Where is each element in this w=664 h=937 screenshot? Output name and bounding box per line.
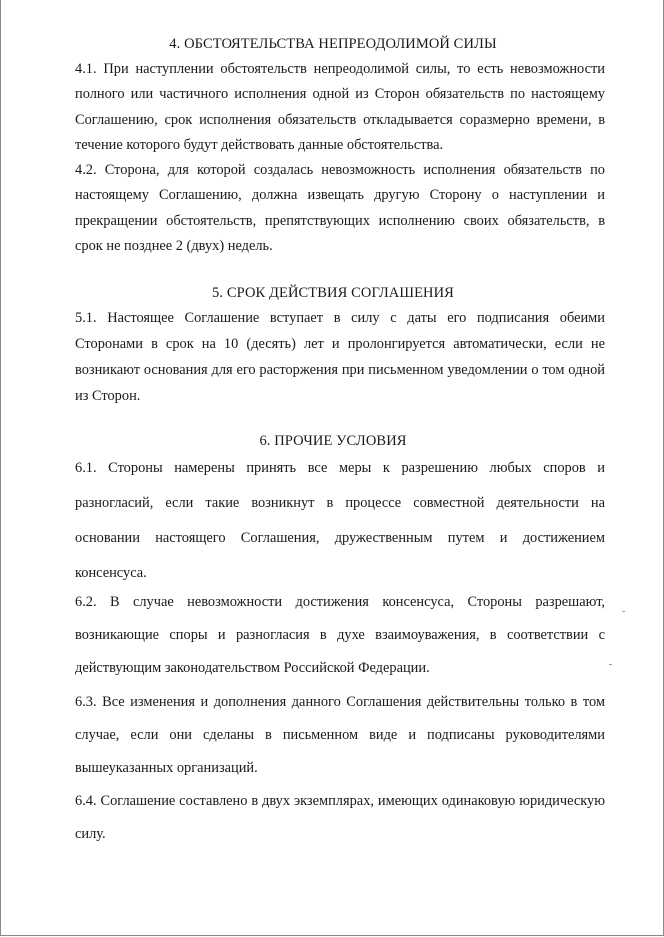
paragraph-6-4: 6.4. Соглашение составлено в двух экземплярах, имеющих одинаковую юридическую силу. — [75, 793, 605, 842]
paragraph-6-2: 6.2. В случае невозможности достижения консенсуса, Стороны разрешают, возникающие споры и разногласия в духе взаимоуважения, в соответствии с действующим законодательством Российской Федерации. — [75, 594, 605, 676]
paragraph-4-2: 4.2. Сторона, для которой создалась невозможность исполнения обязательств по настоящему Соглашению, должна извещать другую Сторону о наступлении и прекращении обстоятельств, препятствующих исполнению своих обязательств, в срок не позднее 2 (двух) недель. — [75, 162, 605, 254]
paragraph-4-1: 4.1. При наступлении обстоятельств непреодолимой силы, то есть невозможности полного или частичного исполнения одной из Сторон обязательств по настоящему Соглашению, срок исполнения обязательств откладывается соразмерно времени, в течение которого будут действовать данные обстоятельства. — [75, 61, 605, 153]
paragraph-6-1: 6.1. Стороны намерены принять все меры к разрешению любых споров и разногласий, если такие возникнут в процессе совместной деятельности на основании настоящего Соглашения, дружественным путем и достижением консенсуса. — [75, 460, 605, 581]
scan-speck — [622, 611, 625, 612]
section-4-title: 4. ОБСТОЯТЕЛЬСТВА НЕПРЕОДОЛИМОЙ СИЛЫ — [169, 36, 497, 52]
paragraph-5-1: 5.1. Настоящее Соглашение вступает в силу с даты его подписания обеими Сторонами в срок на 10 (десять) лет и пролонгируется автоматически, если не возникают основания для его расторжения при письменном уведомлении о том одной из Сторон. — [75, 310, 605, 404]
scan-speck — [609, 664, 612, 665]
section-6-title: 6. ПРОЧИЕ УСЛОВИЯ — [259, 433, 407, 449]
section-5-title: 5. СРОК ДЕЙСТВИЯ СОГЛАШЕНИЯ — [212, 285, 454, 301]
paragraph-6-3: 6.3. Все изменения и дополнения данного Соглашения действительны только в том случае, если они сделаны в письменном виде и подписаны руководителями вышеуказанных организаций. — [75, 694, 605, 776]
